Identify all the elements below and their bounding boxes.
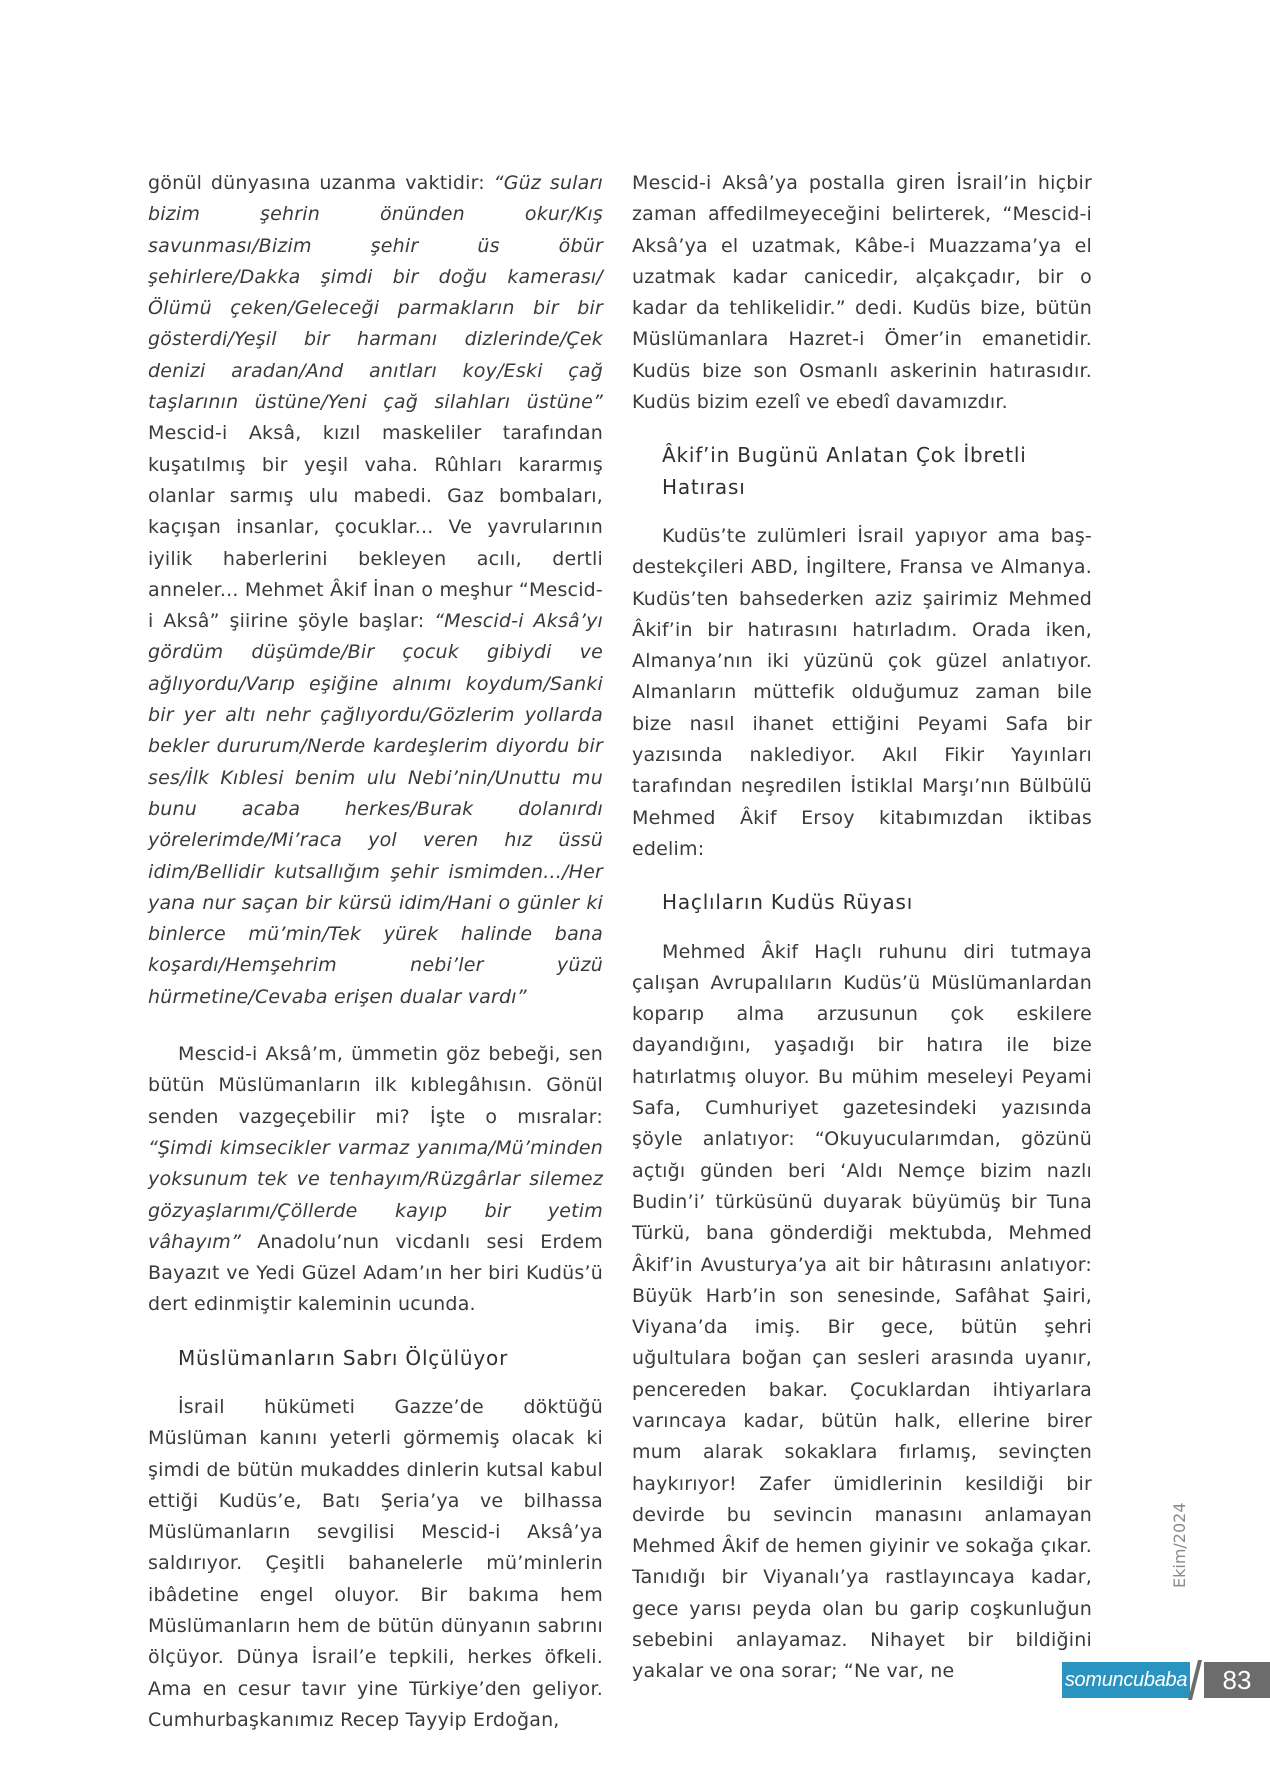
section-heading: Müslümanların Sabrı Ölçülüyor xyxy=(178,1345,509,1370)
section-heading: Âkif’in Bugünü Anlatan Çok İbretli Hatırası xyxy=(662,443,1027,499)
text-segment: Anadolu’nun vicdanlı sesi Erdem Bayazıt ve Yedi Güzel Adam’ın her biri Kudüs’ü dert edinmiştir kaleminin ucunda. xyxy=(148,1230,603,1316)
divider-slash-icon xyxy=(1188,1660,1202,1700)
right-column xyxy=(632,168,1092,1688)
paragraph-2 xyxy=(148,1039,603,1321)
paragraph-1: Mescid-i Aksâ’ya postalla giren İsrail’in hiçbir zaman affedilmeyeceğini belirterek, “Mescid-i Aksâ’ya el uzatmak, Kâbe-i Muazzama’ya el uzatmak kadar canicedir, alçakçadır, bir o kadar da tehlikelidir.” dedi. Kudüs bize, bütün Müslümanlara Hazret-i Ömer’in emanetidir. Kudüs bize son Osmanlı askerinin hatırasıdır. Kudüs bizim ezelî ve ebedî davamızdır. xyxy=(632,172,1092,414)
text-segment: gönül dünyasına uzanma vaktidir: xyxy=(148,172,494,194)
paragraph-3: İsrail hükümeti Gazze’de döktüğü Müslüman kanını yeterli görmemiş olacak ki şimdi de bütün mukaddes dinlerin kutsal kabul ettiği Kudüs’e, Batı Şeria’ya ve bilhassa Müslümanların sevgilisi Mescid-i Aksâ’ya saldırıyor. Çeşitli bahanelerle mü’minlerin ibâdetine engel oluyor. Bir bakıma hem Müslümanların hem de bütün dünyanın sabrını ölçüyor. Dünya İsrail’e tepkili, herkes öfkeli. Ama en cesur tavır yine Türkiye’den geliyor. Cumhurbaşkanımız Recep Tayyip Erdoğan, xyxy=(148,1395,603,1731)
poem-quote: “Güz suları bizim şehrin önünden okur/Kış savunması/Bizim şehir üs öbür şehirlere/Dakka şimdi bir doğu kamerası/Ölümü çeken/Geleceği parmakların bir bir gösterdi/Yeşil bir harmanı dizlerinde/Çek denizi aradan/And anıtları koy/Eski çağ taşlarının üstüne/Yeni çağ silahları üstüne” xyxy=(148,172,603,414)
poem-quote: “Şimdi kimsecikler varmaz yanıma/Mü’minden yoksunum tek ve tenhayım/Rüzgârlar silemez gözyaşlarımı/Çöllerde kayıp bir yetim vâhayım” xyxy=(148,1136,603,1253)
poem-quote: “Mescid-i Aksâ’yı gördüm düşümde/Bir çocuk gibiydi ve ağlıyordu/Varıp eşiğine alnımı koydum/Sanki bir yer altı nehr çağlıyordu/Gözlerim yollarda bekler dururum/Nerde kardeşlerim diyordu bir ses/İlk Kıblesi benim ulu Nebi’nin/Unuttu mu bunu acaba herkes/Burak dolanırdı yörelerimde/Mi’raca yol veren hız üssü idim/Bellidir kutsallığım şehir ismimden.../Her yana nur saçan bir kürsü idim/Hani o günler ki binlerce mü’min/Tek yürek halinde bana koşardı/Hemşehrim nebi’ler yüzü hürmetine/Cevaba erişen dualar vardı” xyxy=(148,610,604,1008)
magazine-brand: somuncubaba xyxy=(1062,1662,1190,1698)
page-footer xyxy=(1062,1662,1270,1698)
paragraph-3: Mehmed Âkif Haçlı ruhunu diri tutmaya çalışan Avrupalıların Kudüs’ü Müslümanlardan koparıp alma arzusunun çok eskilere dayandığını, yaşadığı bir hatıra ile bize hatırlatmış oluyor. Bu mühim meseleyi Peyami Safa, Cumhuriyet gazetesindeki yazısında şöyle anlatıyor: “Okuyucularımdan, gözünü açtığı günden beri ‘Aldı Nemçe bizim nazlı Budin’i’ türküsünü duyarak büyümüş bir Tuna Türkü, bana gönderdiği mektubda, Mehmed Âkif’in Avusturya’ya ait bir hâtırasını anlatıyor: Büyük Harb’in son senesinde, Safâhat Şairi, Viyana’da imiş. Bir gece, bütün şehri uğultulara boğan çan sesleri arasında uyanır, pencereden bakar. Çocuklardan ihtiyarlara varıncaya kadar, bütün halk, ellerine birer mum alarak sokaklara fırlamış, sevinçten haykırıyor! Zafer ümidlerinin kesildiği bir devirde bu sevincin manasını anlamayan Mehmed Âkif de hemen giyinir ve sokağa çıkar. Tanıdığı bir Viyanalı’ya rastlayıncaya kadar, gece yarısı peyda olan bu garip coşkunluğun sebebini anlayamaz. Nihayet bir bildiğini yakalar ve ona sorar; “Ne var, ne xyxy=(632,940,1092,1683)
text-segment: Mescid-i Aksâ’m, ümmetin göz bebeği, sen bütün Müslümanların ilk kıblegâhısın. Gönül senden vazgeçebilir mi? İşte o mısralar: xyxy=(148,1043,603,1128)
paragraph-2: Kudüs’te zulümleri İsrail yapıyor ama baş-destekçileri ABD, İngiltere, Fransa ve Almanya. Kudüs’ten bahsederken aziz şairimiz Mehmed Âkif’in bir hatırasını hatırladım. Orada iken, Almanya’nın iki yüzünü çok güzel anlatıyor. Almanların müttefik olduğumuz zaman bile bize nasıl ihanet ettiğini Peyami Safa bir yazısında naklediyor. Akıl Fikir Yayınları tarafından neşredilen İstiklal Marşı’nın Bülbülü Mehmed Âkif Ersoy kitabımızdan iktibas edelim: xyxy=(632,524,1092,860)
text-segment: Mescid-i Aksâ, kızıl maskeliler tarafından kuşatılmış bir yeşil vaha. Rûhları kararmış olanlar sarmış ulu mabedi. Gaz bombaları, kaçışan insanlar, çocuklar... Ve yavrularının iyilik haberlerini bekleyen acılı, dertli anneler... Mehmet Âkif İnan o meşhur “Mescid-i Aksâ” şiirine şöyle başlar: xyxy=(148,422,603,633)
section-heading: Haçlıların Kudüs Rüyası xyxy=(662,890,914,915)
issue-date: Ekim/2024 xyxy=(1170,1502,1189,1588)
paragraph-1 xyxy=(148,168,603,1013)
left-column xyxy=(148,168,603,1736)
page-number: 83 xyxy=(1204,1662,1270,1698)
